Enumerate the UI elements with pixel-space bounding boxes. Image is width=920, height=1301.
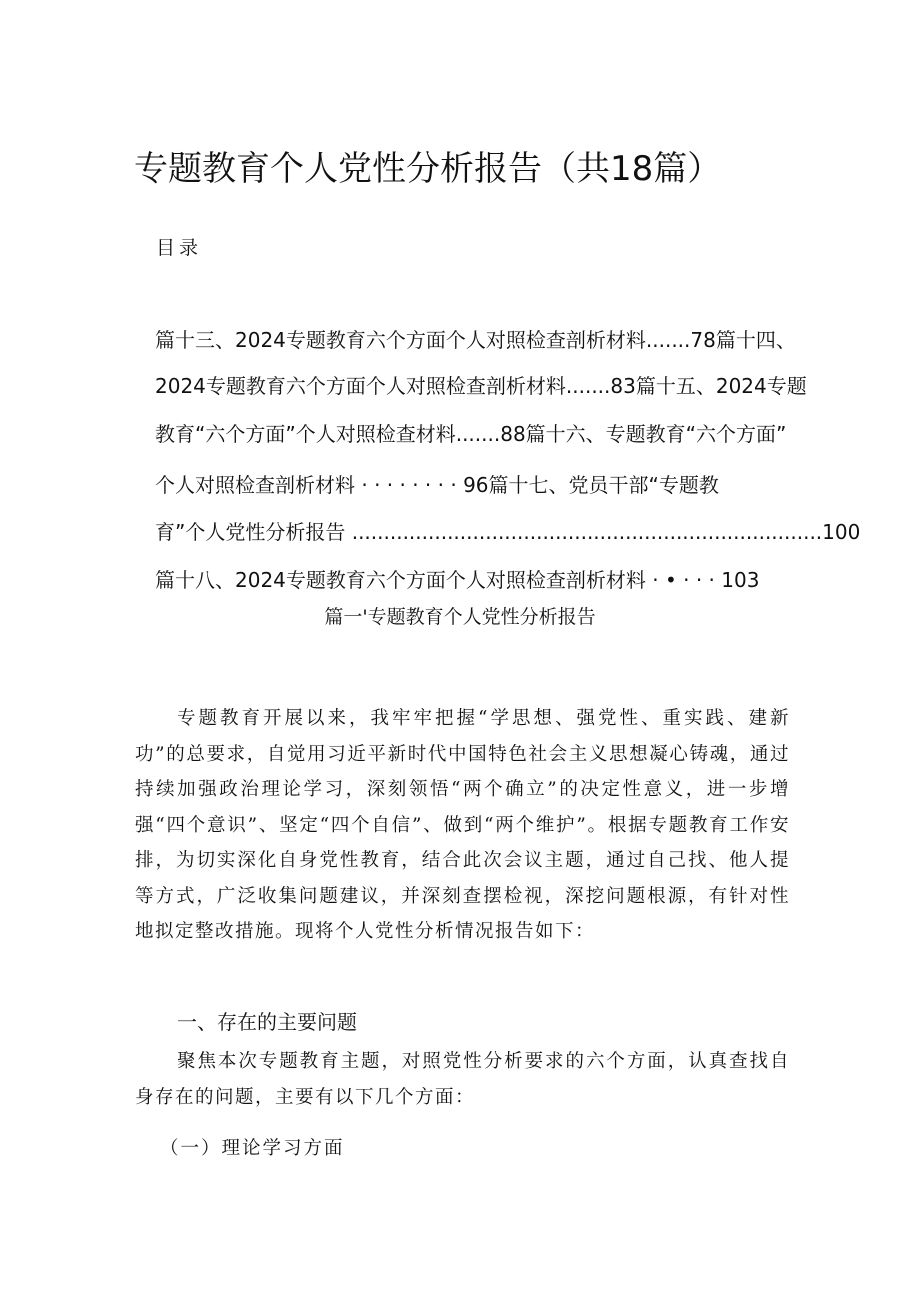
- toc-line: 篇十三、2024专题教育六个方面个人对照检查剖析材料.......78篇十四、: [155, 328, 796, 352]
- toc-heading: 目录: [156, 237, 203, 259]
- toc-line: 育”个人党性分析报告 ..........................................................................100: [155, 520, 861, 544]
- toc-line: 2024专题教育六个方面个人对照检查剖析材料.......83篇十五、2024专题: [155, 374, 807, 398]
- body-paragraph: 聚焦本次专题教育主题，对照党性分析要求的六个方面，认真查找自身存在的问题，主要有以下几个方面：: [135, 1051, 790, 1108]
- toc-line: 个人对照检查剖析材料 · · · · · · · · 96篇十七、党员干部“专题教: [155, 473, 719, 497]
- subsection-heading: （一）理论学习方面: [160, 1138, 345, 1159]
- section-heading: 一、存在的主要问题: [177, 1010, 357, 1034]
- toc-line: 篇十八、2024专题教育六个方面个人对照检查剖析材料 · • · · · 103: [155, 568, 760, 592]
- toc-line: 教育“六个方面”个人对照检查材料.......88篇十六、专题教育“六个方面”: [155, 422, 787, 446]
- section-title: 篇一'专题教育个人党性分析报告: [324, 606, 596, 628]
- body-paragraph: 专题教育开展以来，我牢牢把握“学思想、强党性、重实践、建新功”的总要求，自觉用习近平新时代中国特色社会主义思想凝心铸魂，通过持续加强政治理论学习，深刻领悟“两个确立”的决定性意义，进一步增强“四个意识”、坚定“四个自信”、做到“两个维护”。根据专题教育工作安排，为切实深化自身党性教育，结合此次会议主题，通过自己找、他人提等方式，广泛收集问题建议，并深刻查摆检视，深挖问题根源，有针对性地拟定整改措施。现将个人党性分析情况报告如下：: [135, 708, 790, 942]
- document-title: 专题教育个人党性分析报告（共18篇）: [134, 149, 722, 189]
